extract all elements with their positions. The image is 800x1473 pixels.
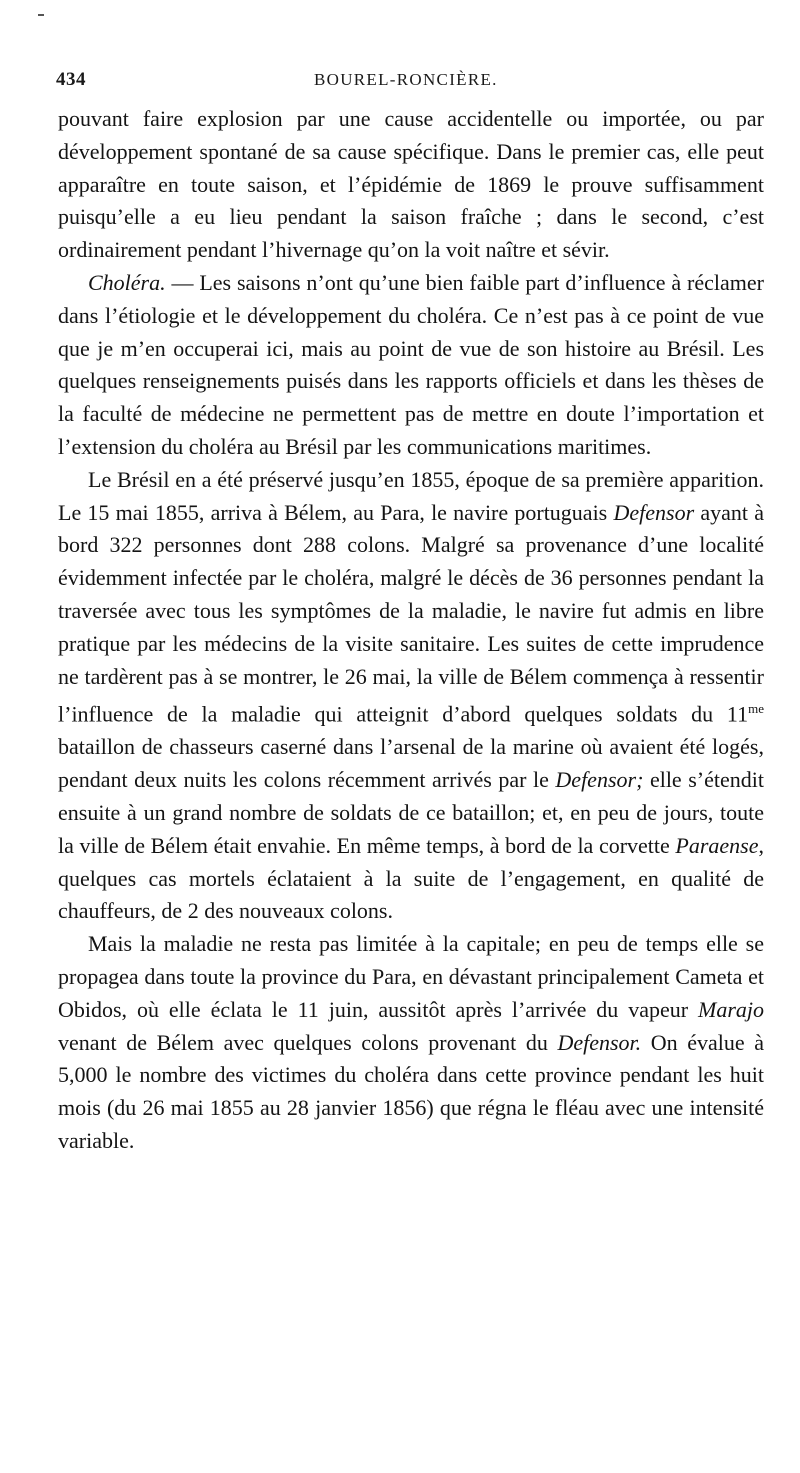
p3-seg-6: elle s’étendit ensuite à un grand nombre de soldats de ce bataillon; et, en peu de jours, toute la ville de Bélem était envahie. En même temps, à bord de la corvette [58,767,764,858]
p3-seg-2: ayant à bord 322 personnes dont 288 colons. Malgré sa provenance d’une localité évidemment infectée par le choléra, malgré le décès de 36 personnes pendant la traversée avec tous les symptômes de la maladie, le navire fut admis en libre pratique par les médecins de la visite sanitaire. Les suites de cette imprudence ne tardèrent pas à se montrer, le 26 mai, la ville de Bélem commença à ressentir l’influence de la maladie qui atteignit d’abord quelques soldats du 11 [58,499,764,727]
p3-seg-3-superscript: me [748,701,764,717]
p3-seg-1: Defensor [613,499,695,525]
page-number: 434 [56,69,86,90]
p4-seg-0: Mais la maladie ne resta pas limitée à la capitale; en peu de temps elle se propagea dans toute la province du Para, en dévastant principalement Cameta et Obidos, où elle éclata le 11 juin, aussitôt après l’arrivée du vapeur [58,931,764,1022]
body-text [58,103,764,1158]
section-lead-cholera: Choléra. [88,269,166,295]
page-header [56,69,756,97]
paragraph-3 [58,464,764,928]
p3-seg-4: bataillon de chasseurs caserné dans l’arsenal de la marine où avaient été logés, pendant deux nuits les colons récemment arrivés par le [58,734,764,793]
p4-seg-1: Marajo [698,996,764,1022]
p3-seg-5: Defensor; [555,767,644,793]
p4-seg-3: Defensor. [557,1029,642,1055]
p4-seg-4: On évalue à 5,000 le nombre des victimes du choléra dans cette province pendant les huit mois (du 26 mai 1855 au 28 janvier 1856) que régna le fléau avec une intensité variable. [58,1029,764,1154]
scan-mark [38,14,44,16]
paragraph-4 [58,928,764,1158]
p3-seg-7: Paraense [675,832,759,858]
p3-seg-8: , quelques cas mortels éclataient à la suite de l’engagement, en qualité de chauffeurs, de 2 des nouveaux colons. [58,832,764,924]
paragraph-2-text: — Les saisons n’ont qu’une bien faible part d’influence à réclamer dans l’étiologie et le développement du choléra. Ce n’est pas à ce point de vue que je m’en occuperai ici, mais au point de vue de son histoire au Brésil. Les quelques renseignements puisés dans les rapports officiels et dans les thèses de la faculté de médecine ne permettent pas de mettre en doute l’importation et l’extension du choléra au Brésil par les communications maritimes. [58,269,764,459]
paragraph-2 [58,267,764,464]
paragraph-1: pouvant faire explosion par une cause accidentelle ou importée, ou par développement spontané de sa cause spécifique. Dans le premier cas, elle peut apparaître en toute saison, et l’épidémie de 1869 le prouve suffisamment puisqu’elle a eu lieu pendant la saison fraîche ; dans le second, c’est ordinairement pendant l’hivernage qu’on la voit naître et sévir. [58,106,764,263]
p4-seg-2: venant de Bélem avec quelques colons provenant du [58,1029,558,1055]
p3-seg-0: Le Brésil en a été préservé jusqu’en 1855, époque de sa première apparition. Le 15 mai 1855, arriva à Bélem, au Para, le navire portuguais [58,466,764,525]
running-head: BOUREL-RONCIÈRE. [314,70,498,89]
